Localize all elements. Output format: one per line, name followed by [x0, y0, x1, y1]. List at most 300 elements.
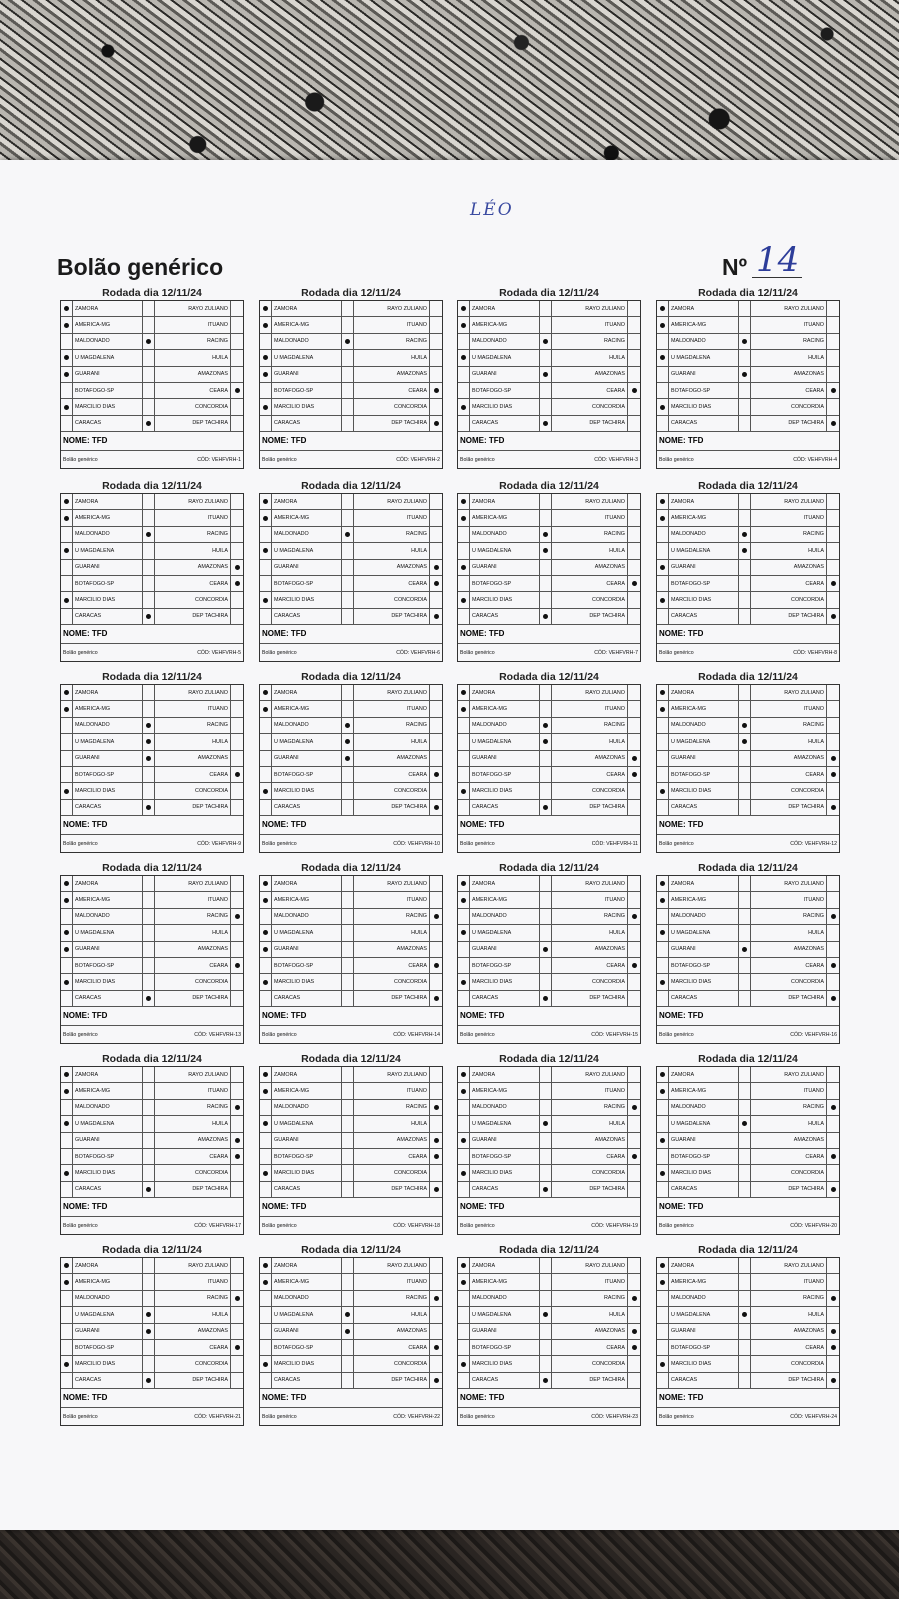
home-pick-box[interactable] [458, 334, 470, 349]
away-pick-box[interactable] [430, 334, 442, 349]
draw-pick-box[interactable] [540, 767, 552, 782]
home-pick-box[interactable] [458, 909, 470, 924]
home-pick-box[interactable] [61, 974, 73, 989]
home-pick-box[interactable] [260, 334, 272, 349]
draw-pick-box[interactable] [739, 383, 751, 398]
away-pick-box[interactable] [827, 334, 839, 349]
home-pick-box[interactable] [260, 527, 272, 542]
away-pick-box[interactable] [827, 367, 839, 382]
home-pick-box[interactable] [458, 701, 470, 716]
away-pick-box[interactable] [430, 701, 442, 716]
draw-pick-box[interactable] [739, 1116, 751, 1131]
away-pick-box[interactable] [231, 301, 243, 316]
home-pick-box[interactable] [657, 783, 669, 798]
draw-pick-box[interactable] [143, 958, 155, 973]
away-pick-box[interactable] [430, 942, 442, 957]
draw-pick-box[interactable] [540, 909, 552, 924]
home-pick-box[interactable] [657, 1373, 669, 1388]
draw-pick-box[interactable] [540, 892, 552, 907]
away-pick-box[interactable] [231, 592, 243, 607]
draw-pick-box[interactable] [739, 925, 751, 940]
home-pick-box[interactable] [657, 958, 669, 973]
home-pick-box[interactable] [657, 1291, 669, 1306]
away-pick-box[interactable] [628, 734, 640, 749]
away-pick-box[interactable] [827, 1100, 839, 1115]
away-pick-box[interactable] [430, 317, 442, 332]
home-pick-box[interactable] [61, 1165, 73, 1180]
away-pick-box[interactable] [827, 1291, 839, 1306]
home-pick-box[interactable] [657, 494, 669, 509]
draw-pick-box[interactable] [143, 1133, 155, 1148]
home-pick-box[interactable] [260, 301, 272, 316]
away-pick-box[interactable] [628, 751, 640, 766]
draw-pick-box[interactable] [739, 334, 751, 349]
home-pick-box[interactable] [260, 317, 272, 332]
draw-pick-box[interactable] [540, 718, 552, 733]
home-pick-box[interactable] [260, 510, 272, 525]
home-pick-box[interactable] [657, 974, 669, 989]
draw-pick-box[interactable] [342, 800, 354, 815]
away-pick-box[interactable] [430, 783, 442, 798]
draw-pick-box[interactable] [342, 942, 354, 957]
draw-pick-box[interactable] [342, 1067, 354, 1082]
home-pick-box[interactable] [657, 909, 669, 924]
draw-pick-box[interactable] [739, 1165, 751, 1180]
home-pick-box[interactable] [458, 399, 470, 414]
draw-pick-box[interactable] [540, 958, 552, 973]
away-pick-box[interactable] [430, 958, 442, 973]
home-pick-box[interactable] [260, 1116, 272, 1131]
home-pick-box[interactable] [657, 1067, 669, 1082]
away-pick-box[interactable] [430, 510, 442, 525]
away-pick-box[interactable] [628, 1258, 640, 1273]
home-pick-box[interactable] [458, 892, 470, 907]
draw-pick-box[interactable] [143, 942, 155, 957]
home-pick-box[interactable] [458, 876, 470, 891]
away-pick-box[interactable] [231, 701, 243, 716]
away-pick-box[interactable] [628, 991, 640, 1006]
away-pick-box[interactable] [827, 527, 839, 542]
draw-pick-box[interactable] [143, 527, 155, 542]
draw-pick-box[interactable] [143, 1100, 155, 1115]
home-pick-box[interactable] [657, 576, 669, 591]
draw-pick-box[interactable] [143, 1291, 155, 1306]
home-pick-box[interactable] [657, 416, 669, 431]
away-pick-box[interactable] [231, 1133, 243, 1148]
draw-pick-box[interactable] [739, 783, 751, 798]
home-pick-box[interactable] [458, 576, 470, 591]
away-pick-box[interactable] [231, 718, 243, 733]
draw-pick-box[interactable] [540, 1067, 552, 1082]
away-pick-box[interactable] [430, 576, 442, 591]
away-pick-box[interactable] [628, 1116, 640, 1131]
home-pick-box[interactable] [657, 1100, 669, 1115]
home-pick-box[interactable] [657, 560, 669, 575]
away-pick-box[interactable] [430, 367, 442, 382]
draw-pick-box[interactable] [342, 685, 354, 700]
away-pick-box[interactable] [628, 1324, 640, 1339]
draw-pick-box[interactable] [540, 1083, 552, 1098]
home-pick-box[interactable] [657, 734, 669, 749]
draw-pick-box[interactable] [739, 1182, 751, 1197]
home-pick-box[interactable] [61, 1133, 73, 1148]
away-pick-box[interactable] [628, 909, 640, 924]
draw-pick-box[interactable] [739, 958, 751, 973]
home-pick-box[interactable] [61, 334, 73, 349]
draw-pick-box[interactable] [143, 334, 155, 349]
draw-pick-box[interactable] [143, 1340, 155, 1355]
away-pick-box[interactable] [827, 1324, 839, 1339]
away-pick-box[interactable] [628, 876, 640, 891]
home-pick-box[interactable] [61, 942, 73, 957]
home-pick-box[interactable] [260, 1324, 272, 1339]
away-pick-box[interactable] [430, 925, 442, 940]
draw-pick-box[interactable] [342, 543, 354, 558]
home-pick-box[interactable] [260, 1149, 272, 1164]
draw-pick-box[interactable] [342, 1149, 354, 1164]
home-pick-box[interactable] [61, 399, 73, 414]
draw-pick-box[interactable] [342, 317, 354, 332]
away-pick-box[interactable] [628, 576, 640, 591]
away-pick-box[interactable] [628, 416, 640, 431]
away-pick-box[interactable] [628, 510, 640, 525]
away-pick-box[interactable] [430, 1258, 442, 1273]
draw-pick-box[interactable] [739, 1067, 751, 1082]
draw-pick-box[interactable] [540, 925, 552, 940]
draw-pick-box[interactable] [739, 543, 751, 558]
draw-pick-box[interactable] [739, 1356, 751, 1371]
draw-pick-box[interactable] [540, 560, 552, 575]
draw-pick-box[interactable] [540, 800, 552, 815]
away-pick-box[interactable] [430, 301, 442, 316]
away-pick-box[interactable] [628, 527, 640, 542]
draw-pick-box[interactable] [739, 1373, 751, 1388]
away-pick-box[interactable] [430, 527, 442, 542]
away-pick-box[interactable] [430, 876, 442, 891]
away-pick-box[interactable] [231, 543, 243, 558]
away-pick-box[interactable] [231, 334, 243, 349]
draw-pick-box[interactable] [540, 1356, 552, 1371]
draw-pick-box[interactable] [143, 1067, 155, 1082]
home-pick-box[interactable] [260, 767, 272, 782]
home-pick-box[interactable] [657, 1258, 669, 1273]
away-pick-box[interactable] [827, 609, 839, 624]
draw-pick-box[interactable] [143, 1258, 155, 1273]
home-pick-box[interactable] [61, 350, 73, 365]
home-pick-box[interactable] [61, 1258, 73, 1273]
home-pick-box[interactable] [61, 1373, 73, 1388]
home-pick-box[interactable] [458, 991, 470, 1006]
away-pick-box[interactable] [827, 399, 839, 414]
away-pick-box[interactable] [231, 1149, 243, 1164]
away-pick-box[interactable] [231, 1307, 243, 1322]
draw-pick-box[interactable] [540, 1307, 552, 1322]
draw-pick-box[interactable] [739, 718, 751, 733]
home-pick-box[interactable] [657, 1116, 669, 1131]
away-pick-box[interactable] [827, 1083, 839, 1098]
home-pick-box[interactable] [260, 1182, 272, 1197]
home-pick-box[interactable] [260, 909, 272, 924]
away-pick-box[interactable] [231, 576, 243, 591]
away-pick-box[interactable] [628, 367, 640, 382]
away-pick-box[interactable] [827, 383, 839, 398]
draw-pick-box[interactable] [739, 560, 751, 575]
away-pick-box[interactable] [827, 767, 839, 782]
home-pick-box[interactable] [458, 1083, 470, 1098]
home-pick-box[interactable] [657, 685, 669, 700]
home-pick-box[interactable] [61, 734, 73, 749]
draw-pick-box[interactable] [342, 1340, 354, 1355]
draw-pick-box[interactable] [143, 876, 155, 891]
away-pick-box[interactable] [827, 543, 839, 558]
draw-pick-box[interactable] [739, 909, 751, 924]
away-pick-box[interactable] [430, 399, 442, 414]
home-pick-box[interactable] [458, 1165, 470, 1180]
away-pick-box[interactable] [231, 494, 243, 509]
draw-pick-box[interactable] [143, 543, 155, 558]
away-pick-box[interactable] [430, 543, 442, 558]
draw-pick-box[interactable] [739, 592, 751, 607]
away-pick-box[interactable] [430, 383, 442, 398]
away-pick-box[interactable] [231, 1340, 243, 1355]
home-pick-box[interactable] [458, 543, 470, 558]
away-pick-box[interactable] [628, 1373, 640, 1388]
away-pick-box[interactable] [827, 685, 839, 700]
draw-pick-box[interactable] [739, 800, 751, 815]
away-pick-box[interactable] [628, 1307, 640, 1322]
away-pick-box[interactable] [430, 416, 442, 431]
draw-pick-box[interactable] [739, 942, 751, 957]
away-pick-box[interactable] [231, 383, 243, 398]
draw-pick-box[interactable] [143, 1165, 155, 1180]
draw-pick-box[interactable] [739, 1340, 751, 1355]
home-pick-box[interactable] [260, 734, 272, 749]
away-pick-box[interactable] [231, 527, 243, 542]
away-pick-box[interactable] [231, 367, 243, 382]
away-pick-box[interactable] [827, 942, 839, 957]
home-pick-box[interactable] [61, 1324, 73, 1339]
away-pick-box[interactable] [827, 892, 839, 907]
home-pick-box[interactable] [657, 876, 669, 891]
away-pick-box[interactable] [430, 1083, 442, 1098]
draw-pick-box[interactable] [540, 1324, 552, 1339]
draw-pick-box[interactable] [143, 301, 155, 316]
home-pick-box[interactable] [260, 1258, 272, 1273]
away-pick-box[interactable] [827, 1116, 839, 1131]
draw-pick-box[interactable] [342, 1373, 354, 1388]
away-pick-box[interactable] [628, 1356, 640, 1371]
home-pick-box[interactable] [61, 1340, 73, 1355]
draw-pick-box[interactable] [143, 1116, 155, 1131]
home-pick-box[interactable] [61, 592, 73, 607]
draw-pick-box[interactable] [540, 751, 552, 766]
home-pick-box[interactable] [458, 685, 470, 700]
away-pick-box[interactable] [231, 1182, 243, 1197]
draw-pick-box[interactable] [342, 1083, 354, 1098]
draw-pick-box[interactable] [143, 1149, 155, 1164]
draw-pick-box[interactable] [342, 718, 354, 733]
draw-pick-box[interactable] [739, 301, 751, 316]
away-pick-box[interactable] [430, 1133, 442, 1148]
draw-pick-box[interactable] [143, 416, 155, 431]
draw-pick-box[interactable] [342, 510, 354, 525]
away-pick-box[interactable] [827, 317, 839, 332]
home-pick-box[interactable] [61, 494, 73, 509]
away-pick-box[interactable] [827, 974, 839, 989]
away-pick-box[interactable] [827, 1165, 839, 1180]
away-pick-box[interactable] [628, 494, 640, 509]
home-pick-box[interactable] [657, 301, 669, 316]
away-pick-box[interactable] [628, 383, 640, 398]
home-pick-box[interactable] [260, 783, 272, 798]
home-pick-box[interactable] [657, 1149, 669, 1164]
away-pick-box[interactable] [628, 350, 640, 365]
away-pick-box[interactable] [827, 783, 839, 798]
draw-pick-box[interactable] [739, 876, 751, 891]
home-pick-box[interactable] [61, 991, 73, 1006]
draw-pick-box[interactable] [143, 734, 155, 749]
draw-pick-box[interactable] [739, 494, 751, 509]
draw-pick-box[interactable] [540, 609, 552, 624]
home-pick-box[interactable] [260, 892, 272, 907]
home-pick-box[interactable] [260, 609, 272, 624]
away-pick-box[interactable] [231, 1258, 243, 1273]
home-pick-box[interactable] [61, 685, 73, 700]
draw-pick-box[interactable] [342, 783, 354, 798]
away-pick-box[interactable] [231, 510, 243, 525]
home-pick-box[interactable] [657, 1340, 669, 1355]
home-pick-box[interactable] [458, 718, 470, 733]
home-pick-box[interactable] [657, 892, 669, 907]
away-pick-box[interactable] [231, 1356, 243, 1371]
away-pick-box[interactable] [628, 592, 640, 607]
draw-pick-box[interactable] [739, 527, 751, 542]
home-pick-box[interactable] [260, 1100, 272, 1115]
away-pick-box[interactable] [827, 751, 839, 766]
draw-pick-box[interactable] [540, 942, 552, 957]
away-pick-box[interactable] [628, 942, 640, 957]
away-pick-box[interactable] [628, 1083, 640, 1098]
home-pick-box[interactable] [458, 974, 470, 989]
away-pick-box[interactable] [628, 1100, 640, 1115]
home-pick-box[interactable] [458, 1133, 470, 1148]
away-pick-box[interactable] [231, 892, 243, 907]
home-pick-box[interactable] [458, 510, 470, 525]
away-pick-box[interactable] [430, 1291, 442, 1306]
draw-pick-box[interactable] [143, 783, 155, 798]
away-pick-box[interactable] [827, 909, 839, 924]
home-pick-box[interactable] [458, 1149, 470, 1164]
away-pick-box[interactable] [827, 718, 839, 733]
draw-pick-box[interactable] [342, 1100, 354, 1115]
home-pick-box[interactable] [260, 876, 272, 891]
home-pick-box[interactable] [61, 301, 73, 316]
home-pick-box[interactable] [458, 301, 470, 316]
draw-pick-box[interactable] [342, 767, 354, 782]
away-pick-box[interactable] [231, 767, 243, 782]
away-pick-box[interactable] [231, 350, 243, 365]
away-pick-box[interactable] [430, 1182, 442, 1197]
draw-pick-box[interactable] [739, 734, 751, 749]
home-pick-box[interactable] [61, 1067, 73, 1082]
away-pick-box[interactable] [827, 1356, 839, 1371]
away-pick-box[interactable] [628, 783, 640, 798]
away-pick-box[interactable] [430, 751, 442, 766]
draw-pick-box[interactable] [342, 560, 354, 575]
away-pick-box[interactable] [430, 350, 442, 365]
home-pick-box[interactable] [657, 942, 669, 957]
draw-pick-box[interactable] [342, 909, 354, 924]
home-pick-box[interactable] [260, 560, 272, 575]
draw-pick-box[interactable] [540, 1182, 552, 1197]
home-pick-box[interactable] [657, 701, 669, 716]
draw-pick-box[interactable] [540, 974, 552, 989]
away-pick-box[interactable] [628, 560, 640, 575]
away-pick-box[interactable] [827, 1149, 839, 1164]
draw-pick-box[interactable] [342, 1356, 354, 1371]
draw-pick-box[interactable] [342, 494, 354, 509]
home-pick-box[interactable] [61, 909, 73, 924]
home-pick-box[interactable] [458, 800, 470, 815]
home-pick-box[interactable] [61, 1291, 73, 1306]
home-pick-box[interactable] [61, 892, 73, 907]
away-pick-box[interactable] [628, 317, 640, 332]
away-pick-box[interactable] [430, 734, 442, 749]
home-pick-box[interactable] [458, 367, 470, 382]
home-pick-box[interactable] [260, 701, 272, 716]
draw-pick-box[interactable] [143, 1356, 155, 1371]
draw-pick-box[interactable] [342, 383, 354, 398]
home-pick-box[interactable] [657, 751, 669, 766]
draw-pick-box[interactable] [342, 974, 354, 989]
home-pick-box[interactable] [260, 494, 272, 509]
away-pick-box[interactable] [628, 1182, 640, 1197]
draw-pick-box[interactable] [739, 1100, 751, 1115]
draw-pick-box[interactable] [143, 925, 155, 940]
away-pick-box[interactable] [827, 991, 839, 1006]
home-pick-box[interactable] [657, 609, 669, 624]
home-pick-box[interactable] [260, 1165, 272, 1180]
home-pick-box[interactable] [458, 942, 470, 957]
home-pick-box[interactable] [260, 1340, 272, 1355]
draw-pick-box[interactable] [342, 1274, 354, 1289]
home-pick-box[interactable] [458, 1258, 470, 1273]
draw-pick-box[interactable] [540, 1274, 552, 1289]
draw-pick-box[interactable] [739, 367, 751, 382]
draw-pick-box[interactable] [342, 751, 354, 766]
home-pick-box[interactable] [657, 1083, 669, 1098]
away-pick-box[interactable] [430, 1165, 442, 1180]
away-pick-box[interactable] [231, 909, 243, 924]
home-pick-box[interactable] [657, 1182, 669, 1197]
draw-pick-box[interactable] [540, 1133, 552, 1148]
home-pick-box[interactable] [657, 592, 669, 607]
away-pick-box[interactable] [628, 800, 640, 815]
away-pick-box[interactable] [827, 510, 839, 525]
away-pick-box[interactable] [628, 399, 640, 414]
home-pick-box[interactable] [458, 1100, 470, 1115]
draw-pick-box[interactable] [540, 576, 552, 591]
home-pick-box[interactable] [260, 367, 272, 382]
draw-pick-box[interactable] [540, 317, 552, 332]
draw-pick-box[interactable] [540, 399, 552, 414]
home-pick-box[interactable] [657, 1307, 669, 1322]
draw-pick-box[interactable] [540, 1258, 552, 1273]
draw-pick-box[interactable] [739, 350, 751, 365]
draw-pick-box[interactable] [143, 576, 155, 591]
draw-pick-box[interactable] [143, 892, 155, 907]
draw-pick-box[interactable] [540, 1116, 552, 1131]
